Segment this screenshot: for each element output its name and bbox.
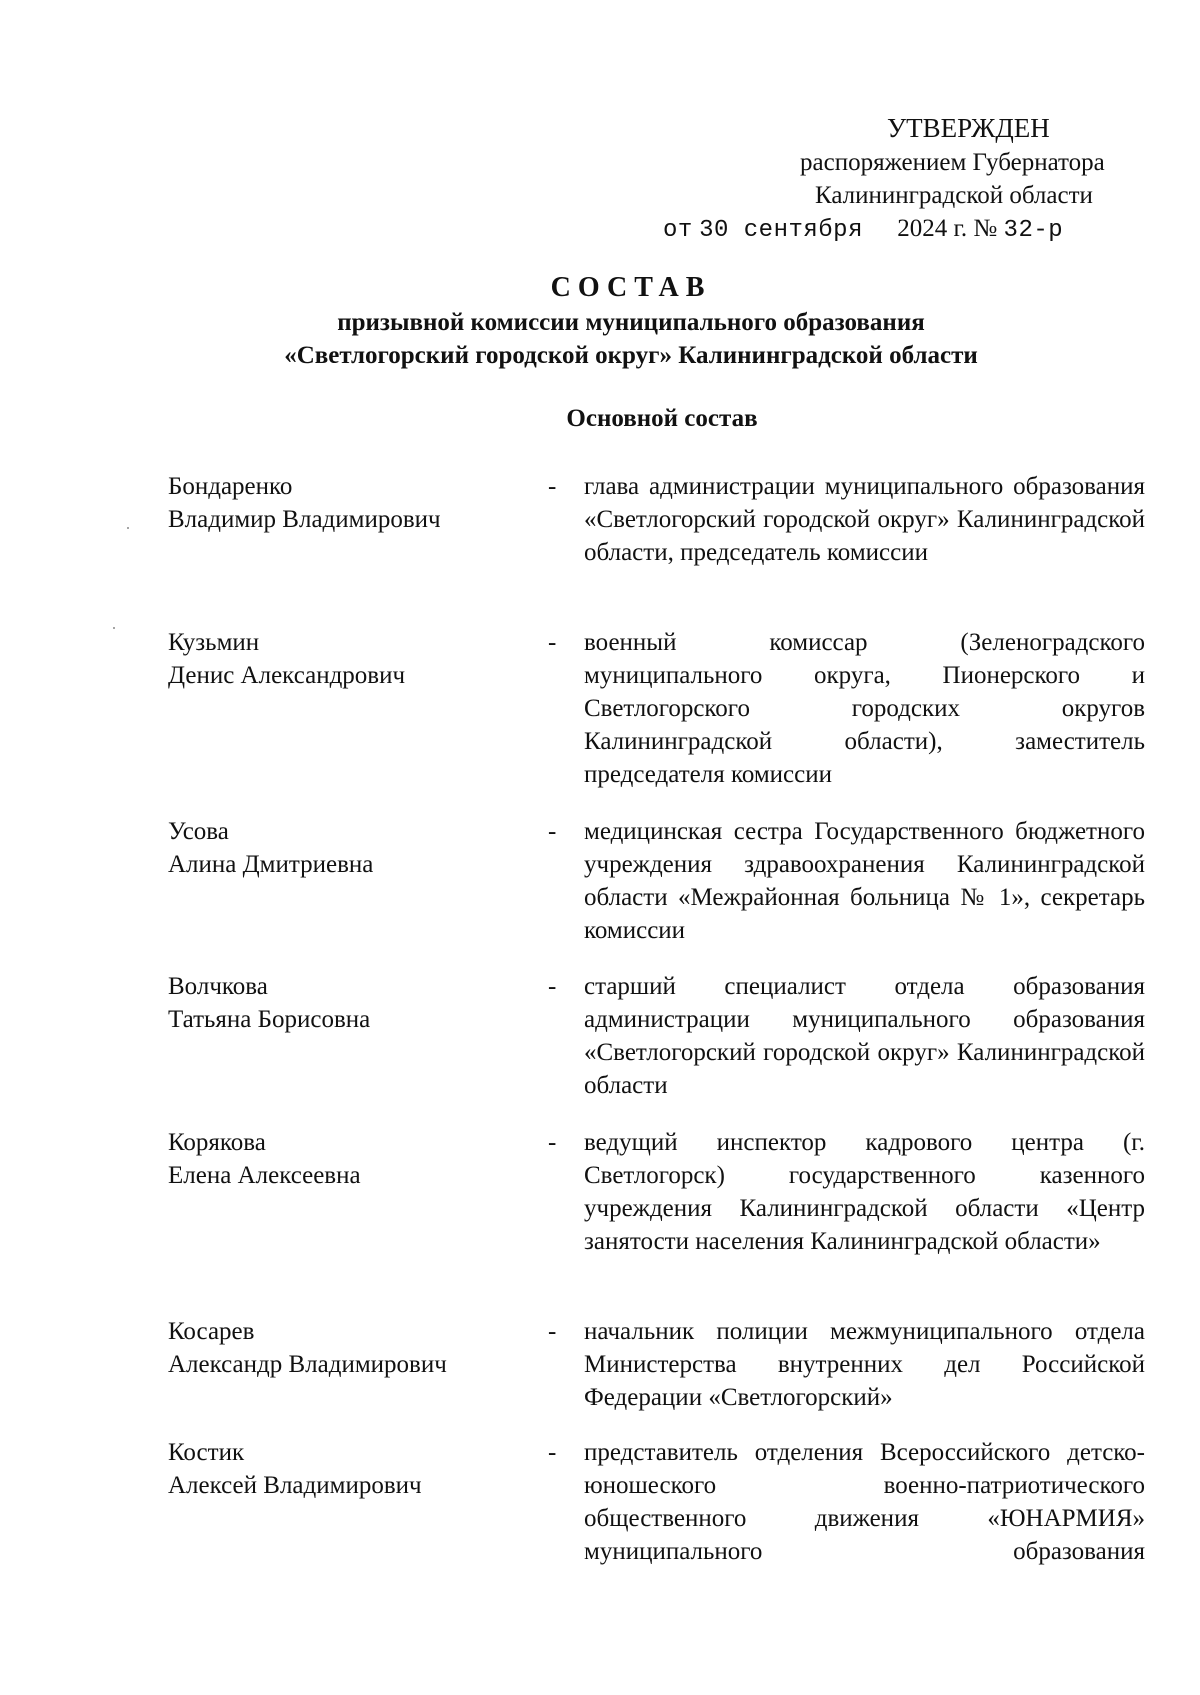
member-role: медицинская сестра Государственного бюджетного учреждения здравоохранения Калининградской области «Межрайонная больница № 1», секретарь комиссии — [584, 818, 1145, 944]
member-surname: Косарев — [168, 1318, 255, 1345]
date-typed: 30 сентября — [699, 217, 863, 244]
member-given-names: Алина Дмитриевна — [168, 851, 374, 878]
member-given-names: Татьяна Борисовна — [168, 1006, 371, 1033]
member-surname: Усова — [168, 818, 229, 845]
approved-word: УТВЕРЖДЕН — [887, 113, 1050, 143]
scan-speck — [127, 527, 129, 529]
member-given-names: Алексей Владимирович — [168, 1472, 422, 1499]
member-given-names: Владимир Владимирович — [168, 506, 441, 533]
member-name — [168, 1436, 422, 1502]
dash-separator: - — [548, 818, 557, 845]
title-block — [0, 270, 1200, 372]
section-heading: Основной состав — [566, 405, 758, 432]
approved-by-line: распоряжением Губернатора — [800, 149, 1105, 176]
document-subtitle-line-1: призывной комиссии муниципального образования — [337, 309, 925, 336]
dash-separator: - — [548, 973, 557, 1000]
order-number: 32-р — [1003, 217, 1064, 244]
year-number-label: 2024 г. № — [897, 215, 998, 242]
dash-separator: - — [548, 473, 557, 500]
member-surname: Корякова — [168, 1129, 266, 1156]
member-name — [168, 470, 441, 536]
dash-separator: - — [548, 629, 557, 656]
member-role: ведущий инспектор кадрового центра (г. Светлогорск) государственного казенного учреждения Калининградской области «Центр занятости населения Калининградской области» — [584, 1129, 1145, 1255]
member-role: представитель отделения Всероссийского детско-юношеского военно-патриотического общественного движения «ЮНАРМИЯ» муниципального образования — [584, 1439, 1145, 1565]
document-title: СОСТАВ — [550, 272, 712, 303]
member-surname: Волчкова — [168, 973, 268, 1000]
approved-date-line — [663, 213, 1063, 247]
dash-separator: - — [548, 1439, 557, 1466]
member-role: военный комиссар (Зеленоградского муниципального округа, Пионерского и Светлогорского городских округов Калининградской области), заместитель председателя комиссии — [584, 629, 1145, 788]
member-given-names: Александр Владимирович — [168, 1351, 447, 1378]
member-name — [168, 970, 370, 1036]
member-surname: Костик — [168, 1439, 245, 1466]
approved-region-line: Калининградской области — [815, 182, 1093, 209]
member-role: начальник полиции межмуниципального отдела Министерства внутренних дел Российской Федерации «Светлогорский» — [584, 1318, 1145, 1411]
member-name — [168, 1126, 361, 1192]
member-name — [168, 1315, 447, 1381]
member-role: старший специалист отдела образования администрации муниципального образования «Светлогорский городской округ» Калининградской области — [584, 973, 1145, 1099]
member-surname: Бондаренко — [168, 473, 293, 500]
member-surname: Кузьмин — [168, 629, 260, 656]
member-role: глава администрации муниципального образования «Светлогорский городской округ» Калининградской области, председатель комиссии — [584, 473, 1145, 566]
member-given-names: Елена Алексеевна — [168, 1162, 361, 1189]
member-given-names: Денис Александрович — [168, 662, 406, 689]
member-name — [168, 815, 373, 881]
dash-separator: - — [548, 1318, 557, 1345]
date-prefix: от — [663, 217, 693, 244]
scan-speck — [113, 627, 115, 629]
dash-separator: - — [548, 1129, 557, 1156]
member-name — [168, 626, 405, 692]
document-subtitle-line-2: «Светлогорский городской округ» Калининградской области — [284, 342, 978, 369]
